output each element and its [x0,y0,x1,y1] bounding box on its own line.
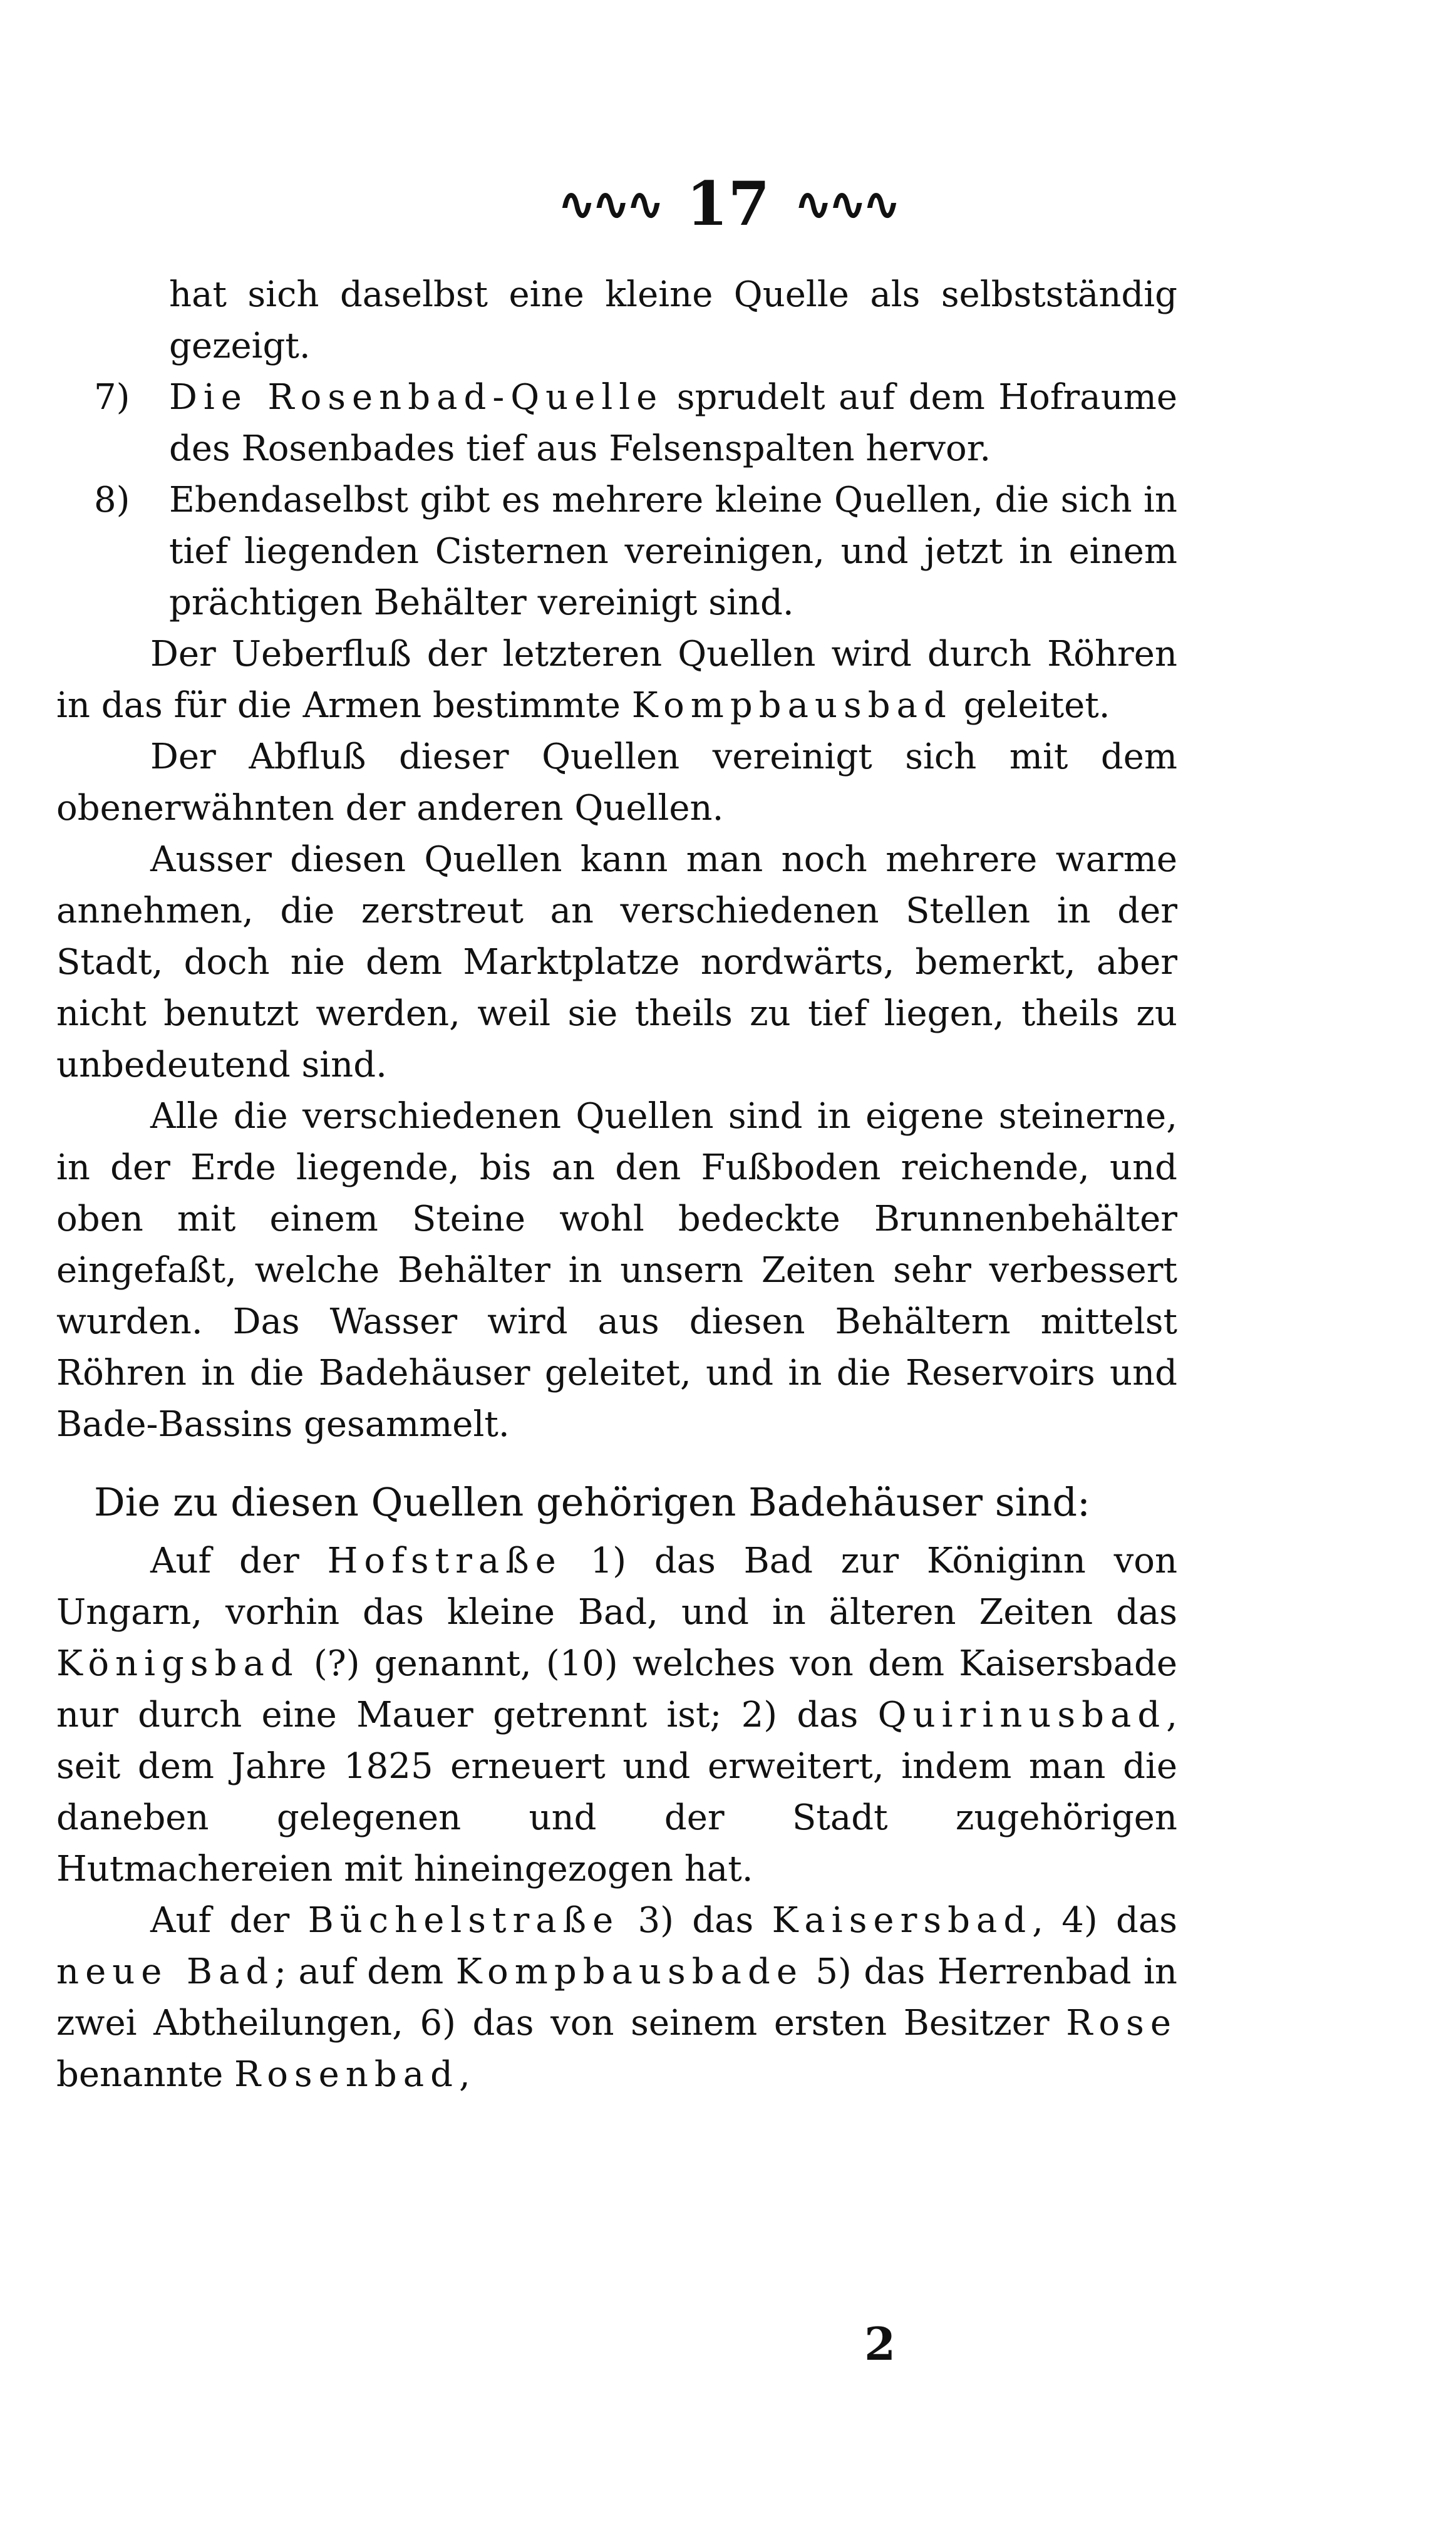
street-name: Büchelstraße [307,1900,620,1941]
bath-name: Quirinusbad [877,1695,1167,1735]
section-heading: Die zu diesen Quellen gehörigen Badehäuser sind: [94,1479,1090,1525]
text-run: Auf der [150,1541,328,1581]
text-run: , 4) das [1032,1900,1178,1941]
bath-name: Kompbausbad [631,685,953,726]
bath-name: Königsbad [56,1643,299,1684]
paragraph: Alle die verschiedenen Quellen sind in eigene steinerne, in der Erde liegende, bis an den Fußboden reichende, und oben mit einem Steine wohl bedeckte Brunnenbehälter eingefaßt, welche Behälter in unsern Zeiten sehr verbessert wurden. Das Wasser wird aus diesen Behältern mittelst Röhren in die Badehäuser geleitet, und in die Reservoirs und Bade-Bassins gesammelt. [56,1096,1177,1445]
paragraph [56,1895,1177,2101]
text-run: 3) das [619,1900,772,1941]
text-run: Auf der [150,1900,308,1941]
list-marker: 8) [94,480,130,520]
text-run: geleitet. [952,685,1110,726]
text-run: ; auf dem [274,1951,456,1992]
page-number: 17 [686,168,770,240]
ornament-left: ∿∿∿ [558,178,661,230]
list-item-text: Ebendaselbst gibt es mehrere kleine Quellen, die sich in tief liegenden Cisternen vereinigen, und jetzt in einem prächtigen Behälter vereinigt sind. [169,480,1177,623]
list-item-continuation [56,269,1177,372]
text-run: , [458,2054,470,2095]
page-header [0,168,1456,240]
text-run: benannte [56,2054,235,2095]
text-run: 5) das Herrenbad in zwei Abtheilungen, 6) das von seinem ersten Besitzer [56,1951,1177,2044]
street-name: Hofstraße [327,1541,562,1581]
paragraph [56,1536,1177,1895]
signature-mark: 2 [864,2317,896,2370]
page-body [56,269,1177,2101]
ornament-right: ∿∿∿ [795,178,898,230]
spring-name: Die Rosenbad-Quelle [169,377,664,418]
list-marker: 7) [94,377,130,418]
text-run: 1) das Bad zur Königinn von Ungarn, vorhin das kleine Bad, und in älteren Zeiten das [56,1541,1178,1633]
list-item-text: hat sich daselbst eine kleine Quelle als selbstständig gezeigt. [169,274,1177,366]
bath-name: Kaisersbad [772,1900,1033,1941]
text-run: (?) genannt, (10) welches von dem Kaisersbade nur durch eine Mauer getrennt ist; 2) das [56,1643,1177,1735]
text-run: , seit dem Jahre 1825 erneuert und erweitert, indem man die daneben gelegenen und der Stadt zugehörigen Hutmachereien mit hineingezogen hat. [56,1695,1177,1889]
list-item-text: sprudelt auf dem Hofraume des Rosenbades tief aus Felsenspalten hervor. [169,377,1178,469]
bath-name: Kompbausbade [455,1951,803,1992]
paragraph: Der Abfluß dieser Quellen vereinigt sich mit dem obenerwähnten der anderen Quellen. [56,736,1177,829]
paragraph [56,629,1177,731]
bath-name: Rosenbad [234,2054,459,2095]
person-name: Rose [1066,2003,1177,2044]
list-item-7 [56,372,1177,475]
bath-name: neue Bad [56,1951,275,1992]
list-item-8 [56,475,1177,629]
paragraph: Ausser diesen Quellen kann man noch mehrere warme annehmen, die zerstreut an verschiedenen Stellen in der Stadt, doch nie dem Marktplatze nordwärts, bemerkt, aber nicht benutzt werden, weil sie theils zu tief liegen, theils zu unbedeutend sind. [56,839,1177,1085]
text-run: Der Ueberfluß der letzteren Quellen wird durch Röhren in das für die Armen bestimmte [56,634,1177,726]
